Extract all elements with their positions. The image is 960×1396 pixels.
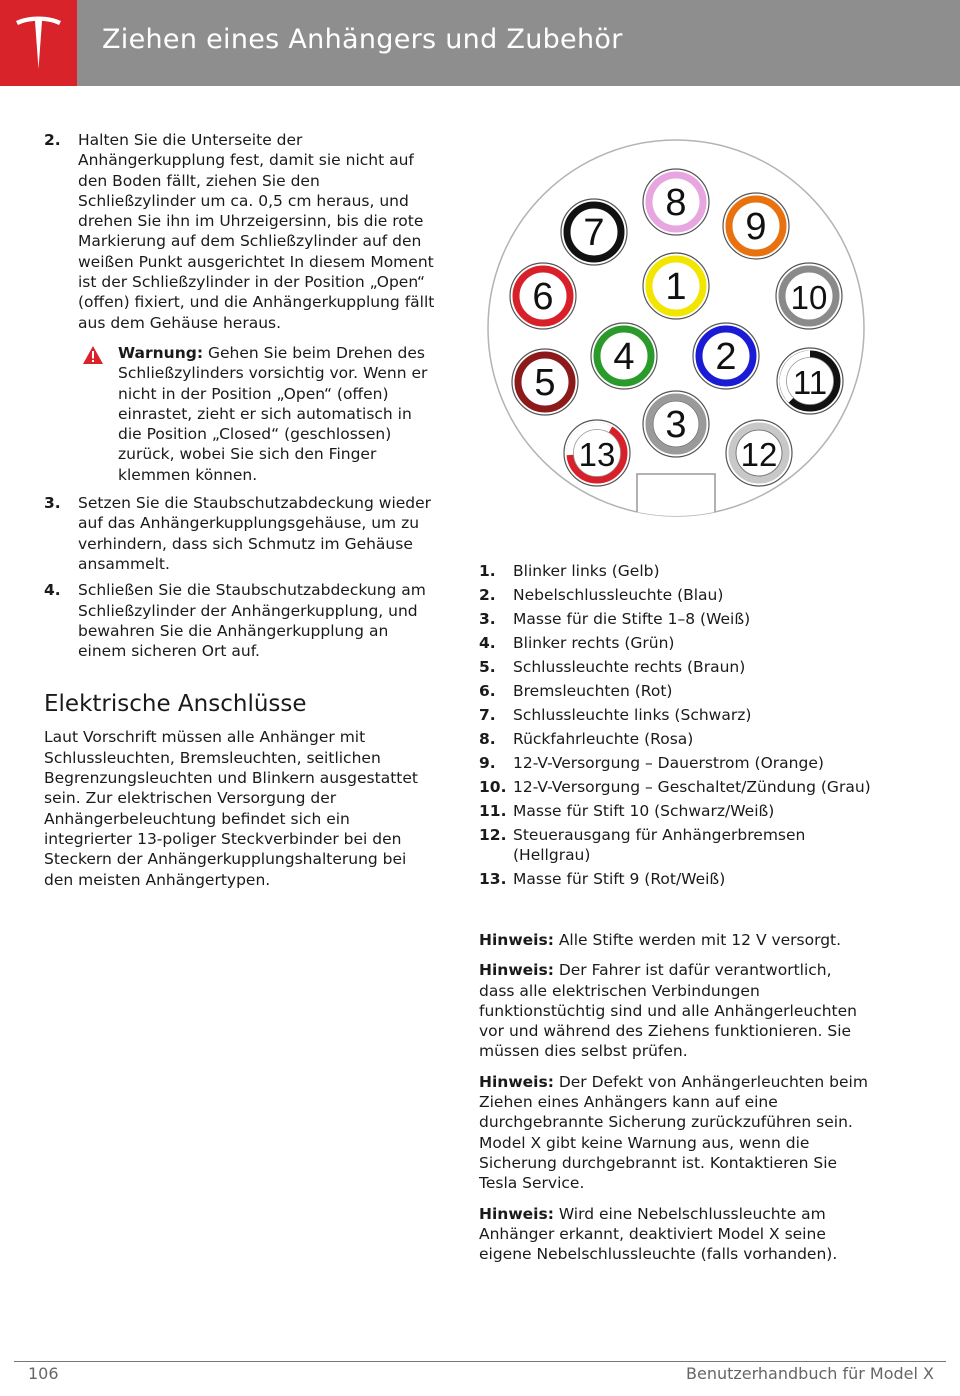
step-text: Schließen Sie die Staubschutzabdeckung am Schließzylinder der Anhängerkupplung, und bewahren Sie die Anhängerkupplung an einem sicheren Ort auf. bbox=[78, 581, 426, 661]
warning-label: Warnung: bbox=[118, 343, 204, 362]
legend-item bbox=[479, 801, 879, 821]
pin-8 bbox=[643, 169, 709, 235]
note bbox=[479, 1204, 871, 1265]
pin-6 bbox=[510, 263, 576, 329]
legend-text: Schlussleuchte links (Schwarz) bbox=[513, 705, 752, 724]
page-number: 106 bbox=[28, 1364, 59, 1383]
pin-number-label: 9 bbox=[745, 206, 767, 248]
step-number: 2. bbox=[44, 131, 61, 149]
step-item bbox=[44, 493, 439, 574]
tesla-logo bbox=[0, 0, 77, 86]
pin-legend bbox=[479, 561, 879, 893]
legend-number: 5. bbox=[479, 657, 496, 676]
legend-number: 12. bbox=[479, 825, 507, 844]
legend-number: 2. bbox=[479, 585, 496, 604]
pin-7 bbox=[561, 199, 627, 265]
legend-text: Masse für die Stifte 1–8 (Weiß) bbox=[513, 609, 751, 628]
section-body: Laut Vorschrift müssen alle Anhänger mit Schlussleuchten, Bremsleuchten, seitlichen Begrenzungsleuchten und Blinkern ausgestattet sein. Zur elektrischen Versorgung der Anhängerbeleuchtung befindet sich ein integrierter 13-poliger Steckverbinder bei den Steckern der Anhängerkupplungshalterung bei den meisten Anhängertypen. bbox=[44, 728, 418, 889]
legend-item bbox=[479, 825, 879, 866]
legend-item bbox=[479, 869, 879, 889]
legend-number: 8. bbox=[479, 729, 496, 748]
legend-text: Masse für Stift 10 (Schwarz/Weiß) bbox=[513, 801, 775, 820]
legend-text: 12-V-Versorgung – Geschaltet/Zündung (Grau) bbox=[513, 777, 871, 796]
connector-key bbox=[637, 474, 715, 526]
legend-number: 6. bbox=[479, 681, 496, 700]
warning-text: Gehen Sie beim Drehen des Schließzylinders vorsichtig vor. Wenn er nicht in der Position „Open“ (offen) einrastet, zieht er sich automatisch in die Position „Closed“ (geschlossen) zurück, wobei Sie sich den Finger klemmen können. bbox=[118, 343, 428, 484]
legend-number: 9. bbox=[479, 753, 496, 772]
pin-number-label: 13 bbox=[578, 436, 616, 473]
legend-text: Schlussleuchte rechts (Braun) bbox=[513, 657, 746, 676]
pin-5 bbox=[512, 349, 578, 415]
legend-item bbox=[479, 777, 879, 797]
note-text: Der Defekt von Anhängerleuchten beim Ziehen eines Anhängers kann auf eine durchgebrannte Sicherung zurückzuführen sein. Model X gibt keine Warnung aus, wenn die Sicherung durchgebrannt ist. Kontaktieren Sie Tesla Service. bbox=[479, 1072, 868, 1193]
legend-item bbox=[479, 585, 879, 605]
page-header bbox=[0, 0, 960, 86]
legend-number: 1. bbox=[479, 562, 496, 580]
pin-9 bbox=[723, 193, 789, 259]
note bbox=[479, 960, 871, 1061]
legend-number: 7. bbox=[479, 705, 496, 724]
legend-text: Masse für Stift 9 (Rot/Weiß) bbox=[513, 870, 726, 889]
legend-item bbox=[479, 561, 879, 581]
step-item bbox=[44, 580, 439, 661]
note-text: Der Fahrer ist dafür verantwortlich, dass alle elektrischen Verbindungen funktionstüchtig sind und alle Anhängerleuchten vor und während des Ziehens funktionieren. Sie müssen dies selbst prüfen. bbox=[479, 961, 857, 1061]
legend-number: 4. bbox=[479, 633, 496, 652]
section-heading: Elektrische Anschlüsse bbox=[44, 691, 307, 718]
legend-item bbox=[479, 633, 879, 653]
legend-item bbox=[479, 609, 879, 629]
note-label: Hinweis: bbox=[479, 931, 554, 949]
pin-number-label: 10 bbox=[790, 279, 828, 316]
warning-box bbox=[44, 343, 439, 485]
pin-number-label: 3 bbox=[665, 404, 687, 446]
pin-number-label: 4 bbox=[613, 336, 635, 378]
legend-item bbox=[479, 681, 879, 701]
step-number: 3. bbox=[44, 494, 61, 513]
pin-number-label: 5 bbox=[534, 362, 556, 404]
pin-13 bbox=[564, 420, 630, 486]
legend-number: 13. bbox=[479, 870, 507, 889]
pin-number-label: 8 bbox=[665, 182, 687, 224]
page-title: Ziehen eines Anhängers und Zubehör bbox=[102, 24, 623, 55]
pin-2 bbox=[693, 323, 759, 389]
legend-text: Blinker links (Gelb) bbox=[513, 562, 660, 580]
note bbox=[479, 930, 871, 950]
legend-text: Nebelschlussleuchte (Blau) bbox=[513, 585, 724, 604]
connector-pin-diagram bbox=[487, 138, 867, 530]
pin-3 bbox=[643, 391, 709, 457]
note-text: Alle Stifte werden mit 12 V versorgt. bbox=[553, 931, 842, 949]
pin-number-label: 12 bbox=[740, 436, 778, 473]
pin-number-label: 11 bbox=[792, 364, 828, 401]
pin-1 bbox=[643, 253, 709, 319]
legend-text: Rückfahrleuchte (Rosa) bbox=[513, 729, 694, 748]
legend-text: Bremsleuchten (Rot) bbox=[513, 681, 673, 700]
step-number: 4. bbox=[44, 581, 61, 600]
manual-title: Benutzerhandbuch für Model X bbox=[686, 1364, 934, 1383]
tesla-t-icon bbox=[15, 15, 62, 71]
legend-text: 12-V-Versorgung – Dauerstrom (Orange) bbox=[513, 753, 824, 772]
pin-number-label: 7 bbox=[583, 212, 605, 254]
footer-divider bbox=[14, 1361, 946, 1362]
pin-number-label: 2 bbox=[715, 336, 737, 378]
warning-icon bbox=[82, 345, 104, 365]
legend-item bbox=[479, 753, 879, 773]
note-text: Wird eine Nebelschlussleuchte am Anhänger erkannt, deaktiviert Model X seine eigene Nebelschlussleuchte (falls vorhanden). bbox=[479, 1204, 838, 1264]
legend-text: Steuerausgang für Anhängerbremsen (Hellgrau) bbox=[513, 825, 806, 865]
step-item bbox=[44, 130, 439, 333]
note bbox=[479, 1072, 871, 1194]
step-text: Setzen Sie die Staubschutzabdeckung wieder auf das Anhängerkupplungsgehäuse, um zu verhindern, dass sich Schmutz im Gehäuse ansammelt. bbox=[78, 494, 432, 573]
legend-number: 10. bbox=[479, 777, 507, 796]
pin-12 bbox=[726, 420, 792, 486]
notes-section bbox=[479, 930, 871, 1274]
note-label: Hinweis: bbox=[479, 961, 554, 980]
pin-number-label: 6 bbox=[532, 276, 554, 318]
legend-number: 11. bbox=[479, 801, 507, 820]
legend-item bbox=[479, 705, 879, 725]
pin-4 bbox=[591, 323, 657, 389]
note-label: Hinweis: bbox=[479, 1204, 554, 1223]
legend-number: 3. bbox=[479, 609, 496, 628]
step-text: Halten Sie die Unterseite der Anhängerkupplung fest, damit sie nicht auf den Boden fällt, ziehen Sie den Schließzylinder um ca. 0,5 cm heraus, und drehen Sie ihn im Uhrzeigersinn, bis die rote Markierung auf dem Schließzylinder auf den weißen Punkt ausgerichtet In diesem Moment ist der Schließzylinder in der Position „Open“ (offen) fixiert, und die Anhängerkupplung fällt aus dem Gehäuse heraus. bbox=[78, 131, 435, 332]
legend-item bbox=[479, 729, 879, 749]
legend-text: Blinker rechts (Grün) bbox=[513, 633, 675, 652]
left-column bbox=[44, 130, 439, 890]
pin-number-label: 1 bbox=[665, 266, 687, 308]
pin-10 bbox=[776, 263, 842, 329]
legend-item bbox=[479, 657, 879, 677]
note-label: Hinweis: bbox=[479, 1072, 554, 1091]
pin-11 bbox=[777, 348, 843, 414]
